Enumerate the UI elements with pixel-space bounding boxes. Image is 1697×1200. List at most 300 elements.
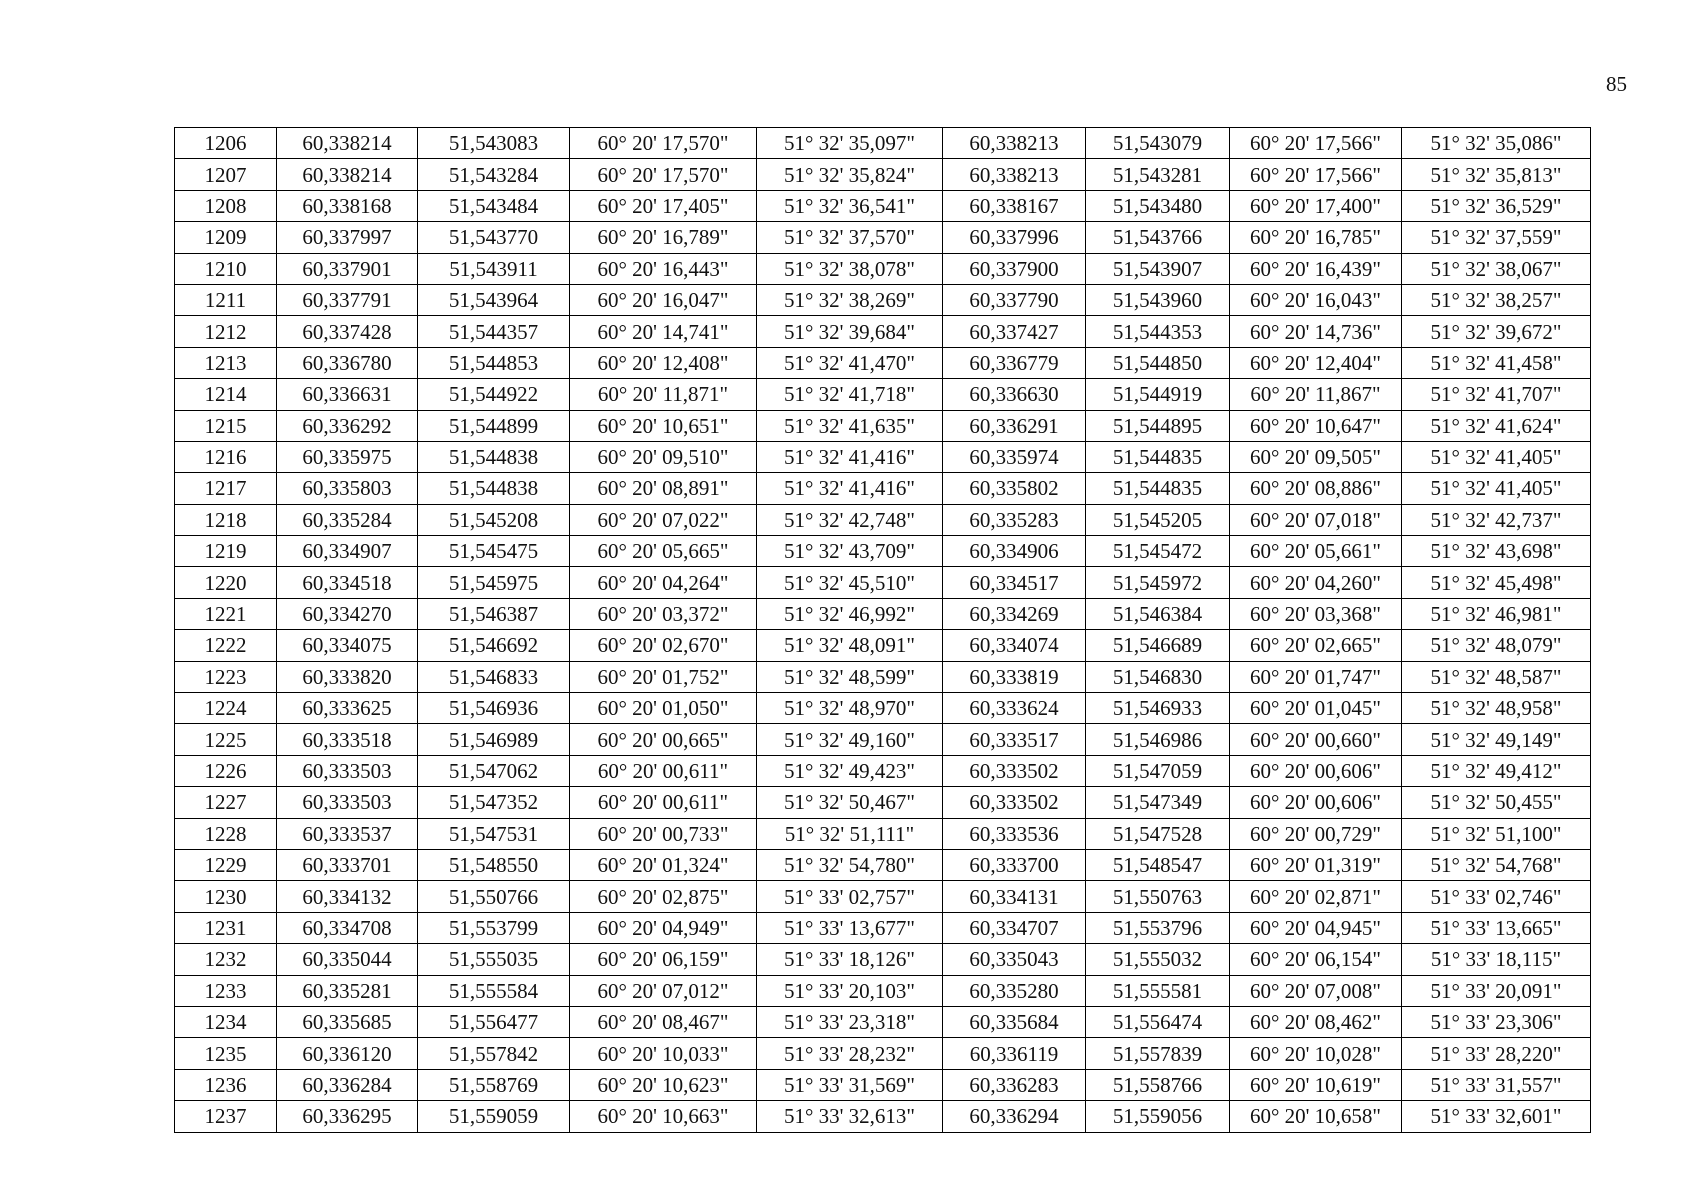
- table-row: [175, 1038, 1591, 1069]
- cell-point-number: 1206: [175, 128, 277, 159]
- cell-latitude-dms-alt: 51° 32' 48,958": [1402, 693, 1591, 724]
- cell-latitude-dms-alt: 51° 33' 23,306": [1402, 1006, 1591, 1037]
- cell-point-number: 1226: [175, 755, 277, 786]
- cell-latitude-dms-alt: 51° 32' 48,079": [1402, 630, 1591, 661]
- cell-latitude-dms-alt: 51° 32' 42,737": [1402, 504, 1591, 535]
- cell-latitude-decimal: 51,555035: [418, 944, 570, 975]
- cell-latitude-dms-alt: 51° 32' 54,768": [1402, 849, 1591, 880]
- cell-longitude-decimal-alt: 60,334517: [943, 567, 1086, 598]
- cell-latitude-dms-alt: 51° 32' 41,405": [1402, 441, 1591, 472]
- cell-longitude-decimal-alt: 60,333517: [943, 724, 1086, 755]
- cell-longitude-dms-alt: 60° 20' 00,729": [1230, 818, 1402, 849]
- table-row: [175, 567, 1591, 598]
- cell-longitude-decimal-alt: 60,337996: [943, 222, 1086, 253]
- cell-longitude-decimal-alt: 60,338213: [943, 128, 1086, 159]
- cell-latitude-dms: 51° 32' 38,078": [757, 253, 943, 284]
- cell-latitude-dms: 51° 32' 45,510": [757, 567, 943, 598]
- cell-latitude-dms: 51° 32' 37,570": [757, 222, 943, 253]
- cell-latitude-dms: 51° 32' 51,111": [757, 818, 943, 849]
- cell-latitude-dms: 51° 32' 48,970": [757, 693, 943, 724]
- cell-latitude-decimal: 51,553799: [418, 912, 570, 943]
- cell-latitude-dms: 51° 33' 32,613": [757, 1101, 943, 1132]
- table-row: [175, 1006, 1591, 1037]
- cell-latitude-dms: 51° 33' 13,677": [757, 912, 943, 943]
- cell-latitude-dms-alt: 51° 33' 13,665": [1402, 912, 1591, 943]
- cell-longitude-decimal: 60,333537: [277, 818, 418, 849]
- cell-latitude-dms: 51° 32' 41,635": [757, 410, 943, 441]
- cell-latitude-decimal-alt: 51,544850: [1086, 347, 1230, 378]
- cell-latitude-decimal-alt: 51,555032: [1086, 944, 1230, 975]
- cell-latitude-decimal: 51,546989: [418, 724, 570, 755]
- cell-longitude-decimal: 60,335044: [277, 944, 418, 975]
- cell-point-number: 1222: [175, 630, 277, 661]
- cell-longitude-dms: 60° 20' 08,467": [570, 1006, 757, 1037]
- cell-longitude-dms: 60° 20' 10,663": [570, 1101, 757, 1132]
- cell-longitude-dms: 60° 20' 04,949": [570, 912, 757, 943]
- cell-longitude-dms-alt: 60° 20' 00,606": [1230, 787, 1402, 818]
- cell-latitude-dms-alt: 51° 32' 41,707": [1402, 379, 1591, 410]
- cell-point-number: 1230: [175, 881, 277, 912]
- cell-longitude-decimal-alt: 60,334131: [943, 881, 1086, 912]
- cell-longitude-decimal: 60,333503: [277, 787, 418, 818]
- cell-latitude-dms-alt: 51° 32' 41,405": [1402, 473, 1591, 504]
- cell-latitude-dms: 51° 32' 41,416": [757, 473, 943, 504]
- cell-latitude-dms: 51° 32' 41,416": [757, 441, 943, 472]
- cell-longitude-decimal-alt: 60,335280: [943, 975, 1086, 1006]
- cell-latitude-dms: 51° 32' 49,423": [757, 755, 943, 786]
- cell-longitude-dms: 60° 20' 17,570": [570, 128, 757, 159]
- table-row: [175, 441, 1591, 472]
- cell-latitude-dms: 51° 32' 48,091": [757, 630, 943, 661]
- cell-longitude-decimal-alt: 60,336779: [943, 347, 1086, 378]
- cell-longitude-decimal: 60,338168: [277, 190, 418, 221]
- cell-longitude-decimal: 60,336631: [277, 379, 418, 410]
- cell-longitude-decimal-alt: 60,337900: [943, 253, 1086, 284]
- cell-latitude-decimal: 51,545975: [418, 567, 570, 598]
- coordinates-table-body: [175, 128, 1591, 1133]
- cell-latitude-decimal-alt: 51,557839: [1086, 1038, 1230, 1069]
- cell-longitude-dms: 60° 20' 00,665": [570, 724, 757, 755]
- cell-longitude-dms-alt: 60° 20' 10,658": [1230, 1101, 1402, 1132]
- cell-latitude-dms-alt: 51° 32' 36,529": [1402, 190, 1591, 221]
- cell-longitude-decimal: 60,335284: [277, 504, 418, 535]
- cell-latitude-decimal-alt: 51,545205: [1086, 504, 1230, 535]
- cell-point-number: 1207: [175, 159, 277, 190]
- cell-longitude-decimal-alt: 60,336283: [943, 1069, 1086, 1100]
- cell-longitude-dms-alt: 60° 20' 16,043": [1230, 284, 1402, 315]
- cell-point-number: 1216: [175, 441, 277, 472]
- cell-latitude-decimal-alt: 51,544835: [1086, 473, 1230, 504]
- cell-longitude-dms-alt: 60° 20' 08,462": [1230, 1006, 1402, 1037]
- cell-latitude-dms: 51° 33' 23,318": [757, 1006, 943, 1037]
- cell-latitude-dms: 51° 32' 50,467": [757, 787, 943, 818]
- cell-longitude-dms-alt: 60° 20' 16,439": [1230, 253, 1402, 284]
- table-row: [175, 504, 1591, 535]
- table-row: [175, 536, 1591, 567]
- cell-longitude-decimal-alt: 60,335043: [943, 944, 1086, 975]
- cell-longitude-dms: 60° 20' 01,050": [570, 693, 757, 724]
- cell-longitude-decimal: 60,336120: [277, 1038, 418, 1069]
- cell-longitude-decimal: 60,334132: [277, 881, 418, 912]
- table-row: [175, 849, 1591, 880]
- cell-longitude-dms-alt: 60° 20' 02,665": [1230, 630, 1402, 661]
- cell-longitude-dms: 60° 20' 07,012": [570, 975, 757, 1006]
- cell-longitude-dms: 60° 20' 07,022": [570, 504, 757, 535]
- cell-latitude-dms-alt: 51° 32' 38,257": [1402, 284, 1591, 315]
- cell-longitude-dms: 60° 20' 04,264": [570, 567, 757, 598]
- cell-longitude-dms: 60° 20' 09,510": [570, 441, 757, 472]
- cell-latitude-dms: 51° 32' 42,748": [757, 504, 943, 535]
- cell-longitude-decimal-alt: 60,333819: [943, 661, 1086, 692]
- table-row: [175, 598, 1591, 629]
- cell-latitude-dms-alt: 51° 32' 41,624": [1402, 410, 1591, 441]
- cell-latitude-decimal-alt: 51,543480: [1086, 190, 1230, 221]
- cell-longitude-decimal: 60,334708: [277, 912, 418, 943]
- cell-longitude-dms-alt: 60° 20' 05,661": [1230, 536, 1402, 567]
- cell-point-number: 1229: [175, 849, 277, 880]
- cell-latitude-decimal-alt: 51,559056: [1086, 1101, 1230, 1132]
- cell-longitude-dms: 60° 20' 10,623": [570, 1069, 757, 1100]
- cell-latitude-decimal-alt: 51,556474: [1086, 1006, 1230, 1037]
- cell-longitude-decimal: 60,336292: [277, 410, 418, 441]
- cell-point-number: 1215: [175, 410, 277, 441]
- cell-latitude-decimal: 51,546936: [418, 693, 570, 724]
- cell-longitude-dms-alt: 60° 20' 00,660": [1230, 724, 1402, 755]
- cell-point-number: 1225: [175, 724, 277, 755]
- cell-longitude-decimal-alt: 60,333624: [943, 693, 1086, 724]
- cell-longitude-dms: 60° 20' 00,611": [570, 787, 757, 818]
- cell-longitude-decimal: 60,334270: [277, 598, 418, 629]
- cell-latitude-dms: 51° 32' 41,718": [757, 379, 943, 410]
- cell-latitude-decimal: 51,544838: [418, 473, 570, 504]
- cell-longitude-decimal-alt: 60,336630: [943, 379, 1086, 410]
- cell-point-number: 1221: [175, 598, 277, 629]
- cell-latitude-dms: 51° 32' 41,470": [757, 347, 943, 378]
- cell-latitude-dms-alt: 51° 32' 46,981": [1402, 598, 1591, 629]
- cell-latitude-dms-alt: 51° 32' 50,455": [1402, 787, 1591, 818]
- cell-longitude-decimal: 60,335803: [277, 473, 418, 504]
- cell-longitude-dms-alt: 60° 20' 12,404": [1230, 347, 1402, 378]
- cell-latitude-decimal: 51,557842: [418, 1038, 570, 1069]
- cell-longitude-dms-alt: 60° 20' 10,647": [1230, 410, 1402, 441]
- cell-longitude-decimal: 60,338214: [277, 159, 418, 190]
- cell-latitude-dms: 51° 32' 48,599": [757, 661, 943, 692]
- cell-longitude-dms: 60° 20' 16,789": [570, 222, 757, 253]
- cell-latitude-decimal: 51,558769: [418, 1069, 570, 1100]
- cell-latitude-decimal-alt: 51,546384: [1086, 598, 1230, 629]
- cell-longitude-decimal: 60,337791: [277, 284, 418, 315]
- cell-point-number: 1227: [175, 787, 277, 818]
- cell-latitude-decimal-alt: 51,547349: [1086, 787, 1230, 818]
- cell-latitude-dms: 51° 32' 46,992": [757, 598, 943, 629]
- cell-latitude-dms: 51° 33' 28,232": [757, 1038, 943, 1069]
- cell-longitude-decimal: 60,334518: [277, 567, 418, 598]
- cell-latitude-dms-alt: 51° 33' 18,115": [1402, 944, 1591, 975]
- table-row: [175, 724, 1591, 755]
- cell-point-number: 1219: [175, 536, 277, 567]
- cell-longitude-decimal: 60,335975: [277, 441, 418, 472]
- cell-latitude-decimal-alt: 51,544919: [1086, 379, 1230, 410]
- cell-longitude-decimal-alt: 60,334906: [943, 536, 1086, 567]
- cell-latitude-decimal-alt: 51,546986: [1086, 724, 1230, 755]
- cell-point-number: 1231: [175, 912, 277, 943]
- table-row: [175, 881, 1591, 912]
- cell-latitude-dms-alt: 51° 33' 32,601": [1402, 1101, 1591, 1132]
- cell-latitude-decimal-alt: 51,553796: [1086, 912, 1230, 943]
- cell-latitude-dms: 51° 32' 43,709": [757, 536, 943, 567]
- cell-longitude-dms-alt: 60° 20' 09,505": [1230, 441, 1402, 472]
- cell-longitude-dms: 60° 20' 16,047": [570, 284, 757, 315]
- cell-longitude-dms: 60° 20' 17,405": [570, 190, 757, 221]
- cell-longitude-dms-alt: 60° 20' 01,319": [1230, 849, 1402, 880]
- cell-longitude-decimal-alt: 60,333502: [943, 787, 1086, 818]
- cell-latitude-decimal: 51,547062: [418, 755, 570, 786]
- cell-latitude-dms-alt: 51° 33' 20,091": [1402, 975, 1591, 1006]
- cell-longitude-dms-alt: 60° 20' 02,871": [1230, 881, 1402, 912]
- cell-longitude-decimal: 60,337428: [277, 316, 418, 347]
- cell-latitude-decimal: 51,544922: [418, 379, 570, 410]
- table-row: [175, 975, 1591, 1006]
- cell-longitude-decimal-alt: 60,335684: [943, 1006, 1086, 1037]
- cell-latitude-dms-alt: 51° 33' 28,220": [1402, 1038, 1591, 1069]
- cell-point-number: 1220: [175, 567, 277, 598]
- cell-latitude-decimal-alt: 51,547059: [1086, 755, 1230, 786]
- cell-latitude-dms: 51° 33' 20,103": [757, 975, 943, 1006]
- cell-longitude-dms: 60° 20' 00,733": [570, 818, 757, 849]
- table-row: [175, 693, 1591, 724]
- cell-longitude-decimal: 60,335685: [277, 1006, 418, 1037]
- cell-latitude-decimal: 51,547352: [418, 787, 570, 818]
- cell-longitude-decimal-alt: 60,336294: [943, 1101, 1086, 1132]
- table-row: [175, 818, 1591, 849]
- cell-latitude-dms-alt: 51° 32' 51,100": [1402, 818, 1591, 849]
- cell-longitude-decimal-alt: 60,334074: [943, 630, 1086, 661]
- table-row: [175, 253, 1591, 284]
- cell-latitude-decimal: 51,550766: [418, 881, 570, 912]
- cell-latitude-dms: 51° 32' 36,541": [757, 190, 943, 221]
- cell-longitude-dms: 60° 20' 01,324": [570, 849, 757, 880]
- table-row: [175, 284, 1591, 315]
- cell-latitude-dms: 51° 33' 02,757": [757, 881, 943, 912]
- cell-longitude-dms-alt: 60° 20' 00,606": [1230, 755, 1402, 786]
- cell-longitude-dms-alt: 60° 20' 11,867": [1230, 379, 1402, 410]
- cell-latitude-decimal: 51,543911: [418, 253, 570, 284]
- cell-latitude-decimal-alt: 51,543281: [1086, 159, 1230, 190]
- cell-point-number: 1217: [175, 473, 277, 504]
- cell-latitude-dms: 51° 33' 18,126": [757, 944, 943, 975]
- cell-longitude-dms-alt: 60° 20' 06,154": [1230, 944, 1402, 975]
- cell-latitude-dms: 51° 32' 49,160": [757, 724, 943, 755]
- cell-point-number: 1236: [175, 1069, 277, 1100]
- cell-latitude-decimal: 51,559059: [418, 1101, 570, 1132]
- cell-longitude-dms: 60° 20' 11,871": [570, 379, 757, 410]
- cell-latitude-decimal: 51,543484: [418, 190, 570, 221]
- cell-longitude-dms: 60° 20' 03,372": [570, 598, 757, 629]
- cell-longitude-decimal-alt: 60,338167: [943, 190, 1086, 221]
- cell-longitude-dms-alt: 60° 20' 10,619": [1230, 1069, 1402, 1100]
- cell-longitude-decimal: 60,334907: [277, 536, 418, 567]
- cell-longitude-dms-alt: 60° 20' 07,018": [1230, 504, 1402, 535]
- table-row: [175, 159, 1591, 190]
- cell-latitude-dms: 51° 32' 38,269": [757, 284, 943, 315]
- cell-longitude-decimal-alt: 60,337427: [943, 316, 1086, 347]
- cell-latitude-decimal: 51,545475: [418, 536, 570, 567]
- cell-longitude-dms-alt: 60° 20' 04,260": [1230, 567, 1402, 598]
- cell-latitude-dms-alt: 51° 32' 41,458": [1402, 347, 1591, 378]
- cell-latitude-decimal-alt: 51,545472: [1086, 536, 1230, 567]
- cell-point-number: 1234: [175, 1006, 277, 1037]
- cell-latitude-decimal: 51,544853: [418, 347, 570, 378]
- cell-longitude-dms: 60° 20' 06,159": [570, 944, 757, 975]
- cell-latitude-dms-alt: 51° 32' 35,813": [1402, 159, 1591, 190]
- table-row: [175, 1101, 1591, 1132]
- cell-point-number: 1237: [175, 1101, 277, 1132]
- cell-point-number: 1214: [175, 379, 277, 410]
- cell-point-number: 1210: [175, 253, 277, 284]
- cell-latitude-decimal-alt: 51,555581: [1086, 975, 1230, 1006]
- cell-latitude-decimal: 51,543284: [418, 159, 570, 190]
- cell-longitude-decimal-alt: 60,333502: [943, 755, 1086, 786]
- cell-longitude-dms: 60° 20' 05,665": [570, 536, 757, 567]
- cell-latitude-decimal-alt: 51,543079: [1086, 128, 1230, 159]
- cell-latitude-decimal-alt: 51,546689: [1086, 630, 1230, 661]
- cell-latitude-decimal-alt: 51,548547: [1086, 849, 1230, 880]
- cell-latitude-dms-alt: 51° 32' 49,149": [1402, 724, 1591, 755]
- table-row: [175, 630, 1591, 661]
- cell-latitude-decimal-alt: 51,544895: [1086, 410, 1230, 441]
- cell-point-number: 1224: [175, 693, 277, 724]
- cell-point-number: 1235: [175, 1038, 277, 1069]
- cell-longitude-decimal-alt: 60,333700: [943, 849, 1086, 880]
- cell-latitude-decimal: 51,546692: [418, 630, 570, 661]
- table-row: [175, 379, 1591, 410]
- cell-longitude-decimal: 60,333820: [277, 661, 418, 692]
- cell-point-number: 1228: [175, 818, 277, 849]
- cell-longitude-decimal-alt: 60,335802: [943, 473, 1086, 504]
- cell-longitude-decimal: 60,337901: [277, 253, 418, 284]
- cell-point-number: 1218: [175, 504, 277, 535]
- cell-longitude-dms-alt: 60° 20' 07,008": [1230, 975, 1402, 1006]
- cell-latitude-decimal-alt: 51,544353: [1086, 316, 1230, 347]
- cell-latitude-dms-alt: 51° 32' 38,067": [1402, 253, 1591, 284]
- cell-latitude-decimal-alt: 51,558766: [1086, 1069, 1230, 1100]
- cell-latitude-decimal: 51,544838: [418, 441, 570, 472]
- cell-latitude-dms-alt: 51° 32' 48,587": [1402, 661, 1591, 692]
- cell-longitude-dms-alt: 60° 20' 03,368": [1230, 598, 1402, 629]
- cell-latitude-decimal-alt: 51,543907: [1086, 253, 1230, 284]
- cell-latitude-decimal: 51,546387: [418, 598, 570, 629]
- cell-latitude-dms: 51° 32' 35,824": [757, 159, 943, 190]
- cell-longitude-dms-alt: 60° 20' 04,945": [1230, 912, 1402, 943]
- cell-longitude-dms: 60° 20' 14,741": [570, 316, 757, 347]
- coordinates-table: [174, 127, 1591, 1133]
- cell-latitude-decimal-alt: 51,546933: [1086, 693, 1230, 724]
- cell-latitude-decimal: 51,546833: [418, 661, 570, 692]
- cell-latitude-decimal-alt: 51,543766: [1086, 222, 1230, 253]
- cell-longitude-decimal: 60,336284: [277, 1069, 418, 1100]
- cell-latitude-dms-alt: 51° 32' 49,412": [1402, 755, 1591, 786]
- cell-longitude-decimal-alt: 60,336119: [943, 1038, 1086, 1069]
- cell-point-number: 1208: [175, 190, 277, 221]
- cell-point-number: 1233: [175, 975, 277, 1006]
- cell-longitude-dms-alt: 60° 20' 10,028": [1230, 1038, 1402, 1069]
- cell-longitude-dms-alt: 60° 20' 17,400": [1230, 190, 1402, 221]
- cell-latitude-decimal: 51,556477: [418, 1006, 570, 1037]
- table-row: [175, 316, 1591, 347]
- cell-longitude-dms: 60° 20' 01,752": [570, 661, 757, 692]
- table-row: [175, 190, 1591, 221]
- cell-longitude-decimal-alt: 60,333536: [943, 818, 1086, 849]
- cell-point-number: 1223: [175, 661, 277, 692]
- cell-latitude-decimal-alt: 51,547528: [1086, 818, 1230, 849]
- cell-longitude-dms-alt: 60° 20' 16,785": [1230, 222, 1402, 253]
- cell-latitude-decimal-alt: 51,550763: [1086, 881, 1230, 912]
- cell-longitude-dms-alt: 60° 20' 08,886": [1230, 473, 1402, 504]
- cell-latitude-decimal: 51,545208: [418, 504, 570, 535]
- cell-longitude-dms-alt: 60° 20' 14,736": [1230, 316, 1402, 347]
- cell-longitude-decimal: 60,336780: [277, 347, 418, 378]
- cell-longitude-dms: 60° 20' 10,033": [570, 1038, 757, 1069]
- cell-longitude-dms: 60° 20' 16,443": [570, 253, 757, 284]
- page-number: 85: [1606, 72, 1627, 96]
- table-row: [175, 222, 1591, 253]
- cell-latitude-decimal: 51,543083: [418, 128, 570, 159]
- cell-longitude-decimal-alt: 60,334269: [943, 598, 1086, 629]
- cell-latitude-dms-alt: 51° 32' 45,498": [1402, 567, 1591, 598]
- cell-point-number: 1211: [175, 284, 277, 315]
- cell-longitude-decimal: 60,334075: [277, 630, 418, 661]
- table-row: [175, 661, 1591, 692]
- cell-longitude-dms: 60° 20' 02,875": [570, 881, 757, 912]
- cell-latitude-decimal: 51,543964: [418, 284, 570, 315]
- cell-longitude-decimal: 60,333701: [277, 849, 418, 880]
- cell-longitude-dms-alt: 60° 20' 17,566": [1230, 128, 1402, 159]
- cell-longitude-decimal: 60,336295: [277, 1101, 418, 1132]
- cell-point-number: 1209: [175, 222, 277, 253]
- cell-point-number: 1232: [175, 944, 277, 975]
- cell-latitude-dms-alt: 51° 32' 35,086": [1402, 128, 1591, 159]
- cell-longitude-dms: 60° 20' 10,651": [570, 410, 757, 441]
- cell-longitude-decimal: 60,333503: [277, 755, 418, 786]
- cell-latitude-decimal: 51,555584: [418, 975, 570, 1006]
- cell-latitude-dms: 51° 33' 31,569": [757, 1069, 943, 1100]
- cell-longitude-decimal-alt: 60,335974: [943, 441, 1086, 472]
- cell-longitude-dms-alt: 60° 20' 17,566": [1230, 159, 1402, 190]
- cell-longitude-decimal-alt: 60,334707: [943, 912, 1086, 943]
- table-row: [175, 128, 1591, 159]
- cell-longitude-decimal-alt: 60,335283: [943, 504, 1086, 535]
- cell-latitude-dms: 51° 32' 39,684": [757, 316, 943, 347]
- cell-latitude-decimal-alt: 51,545972: [1086, 567, 1230, 598]
- table-row: [175, 1069, 1591, 1100]
- cell-latitude-decimal-alt: 51,546830: [1086, 661, 1230, 692]
- cell-longitude-decimal: 60,333518: [277, 724, 418, 755]
- cell-point-number: 1213: [175, 347, 277, 378]
- cell-longitude-dms: 60° 20' 12,408": [570, 347, 757, 378]
- table-row: [175, 944, 1591, 975]
- cell-longitude-decimal-alt: 60,336291: [943, 410, 1086, 441]
- cell-latitude-decimal: 51,544899: [418, 410, 570, 441]
- cell-latitude-decimal: 51,548550: [418, 849, 570, 880]
- cell-longitude-dms-alt: 60° 20' 01,747": [1230, 661, 1402, 692]
- table-row: [175, 347, 1591, 378]
- cell-latitude-decimal-alt: 51,544835: [1086, 441, 1230, 472]
- cell-latitude-decimal: 51,543770: [418, 222, 570, 253]
- cell-longitude-decimal-alt: 60,337790: [943, 284, 1086, 315]
- cell-latitude-dms-alt: 51° 32' 43,698": [1402, 536, 1591, 567]
- cell-latitude-dms-alt: 51° 32' 39,672": [1402, 316, 1591, 347]
- cell-point-number: 1212: [175, 316, 277, 347]
